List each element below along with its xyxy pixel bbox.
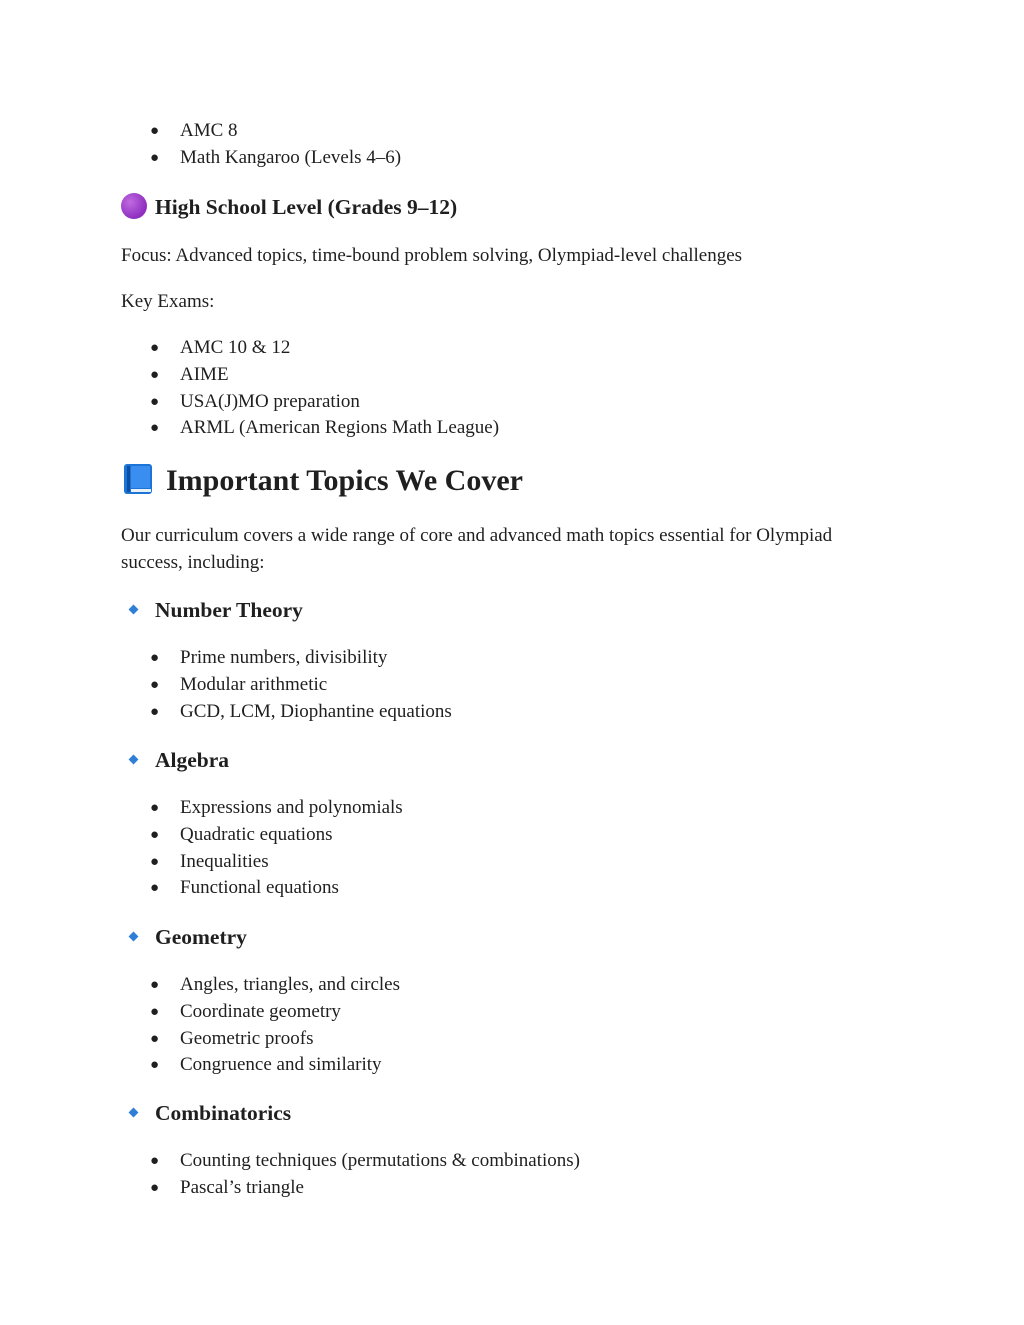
- geometry-list: [150, 972, 400, 1079]
- list-item: ● Angles, triangles, and circles: [150, 972, 400, 999]
- list-item: ● Congruence and similarity: [150, 1052, 400, 1079]
- list-item: ● Geometric proofs: [150, 1026, 400, 1053]
- bullet-icon: ●: [150, 1030, 160, 1047]
- section-heading-combinatorics: Combinatorics: [121, 1098, 291, 1128]
- section-heading-number-theory: Number Theory: [121, 595, 303, 625]
- section-heading-geometry: Geometry: [121, 922, 247, 952]
- bullet-icon: ●: [150, 1153, 160, 1169]
- small-blue-diamond-icon: [129, 755, 139, 765]
- bullet-icon: ●: [150, 1179, 160, 1196]
- high-school-exam-list: [150, 335, 499, 442]
- key-exams-label: Key Exams:: [121, 291, 215, 312]
- list-item: ● USA(J)MO preparation: [150, 389, 499, 416]
- list-item: ● Prime numbers, divisibility: [150, 645, 452, 672]
- high-school-focus: Focus: Advanced topics, time-bound problem solving, Olympiad-level challenges: [121, 245, 743, 266]
- section-heading-algebra: Algebra: [121, 745, 229, 775]
- list-item: ● Modular arithmetic: [150, 672, 452, 699]
- topics-intro-line-1: Our curriculum covers a wide range of core and advanced math topics essential for Olympiad: [121, 525, 833, 546]
- list-item: ● Math Kangaroo (Levels 4–6): [150, 145, 401, 172]
- bullet-icon: ●: [150, 977, 160, 993]
- list-item: ● Inequalities: [150, 849, 403, 876]
- bullet-icon: ●: [150, 420, 160, 437]
- list-item: ● AIME: [150, 362, 499, 389]
- list-item: ● Functional equations: [150, 875, 403, 902]
- bullet-icon: ●: [150, 149, 160, 166]
- bullet-icon: ●: [150, 123, 160, 139]
- list-item: ● Counting techniques (permutations & combinations): [150, 1148, 580, 1175]
- bullet-icon: ●: [150, 676, 160, 693]
- small-blue-diamond-icon: [129, 605, 139, 615]
- list-item: ● Pascal’s triangle: [150, 1175, 580, 1202]
- bullet-icon: ●: [150, 340, 160, 356]
- high-school-heading: High School Level (Grades 9–12): [121, 192, 457, 222]
- topics-heading: Important Topics We Cover: [121, 461, 523, 507]
- list-item: ● AMC 8: [150, 118, 401, 145]
- bullet-icon: ●: [150, 1003, 160, 1020]
- bullet-icon: ●: [150, 1057, 160, 1074]
- bullet-icon: ●: [150, 393, 160, 410]
- bullet-icon: ●: [150, 703, 160, 720]
- bullet-icon: ●: [150, 366, 160, 383]
- list-item: ● Expressions and polynomials: [150, 795, 403, 822]
- list-item: ● Quadratic equations: [150, 822, 403, 849]
- bullet-icon: ●: [150, 853, 160, 870]
- bullet-icon: ●: [150, 880, 160, 897]
- small-blue-diamond-icon: [129, 1108, 139, 1118]
- small-blue-diamond-icon: [129, 932, 139, 942]
- purple-circle-icon: [121, 193, 147, 219]
- bullet-icon: ●: [150, 650, 160, 666]
- list-item: ● ARML (American Regions Math League): [150, 415, 499, 442]
- top-exam-list: [150, 118, 401, 172]
- list-item: ● AMC 10 & 12: [150, 335, 499, 362]
- list-item: ● GCD, LCM, Diophantine equations: [150, 699, 452, 726]
- algebra-list: [150, 795, 403, 902]
- number-theory-list: [150, 645, 452, 725]
- blue-book-icon: [121, 462, 155, 507]
- combinatorics-list: [150, 1148, 580, 1202]
- list-item: ● Coordinate geometry: [150, 999, 400, 1026]
- bullet-icon: ●: [150, 826, 160, 843]
- bullet-icon: ●: [150, 800, 160, 816]
- topics-intro-line-2: success, including:: [121, 552, 265, 573]
